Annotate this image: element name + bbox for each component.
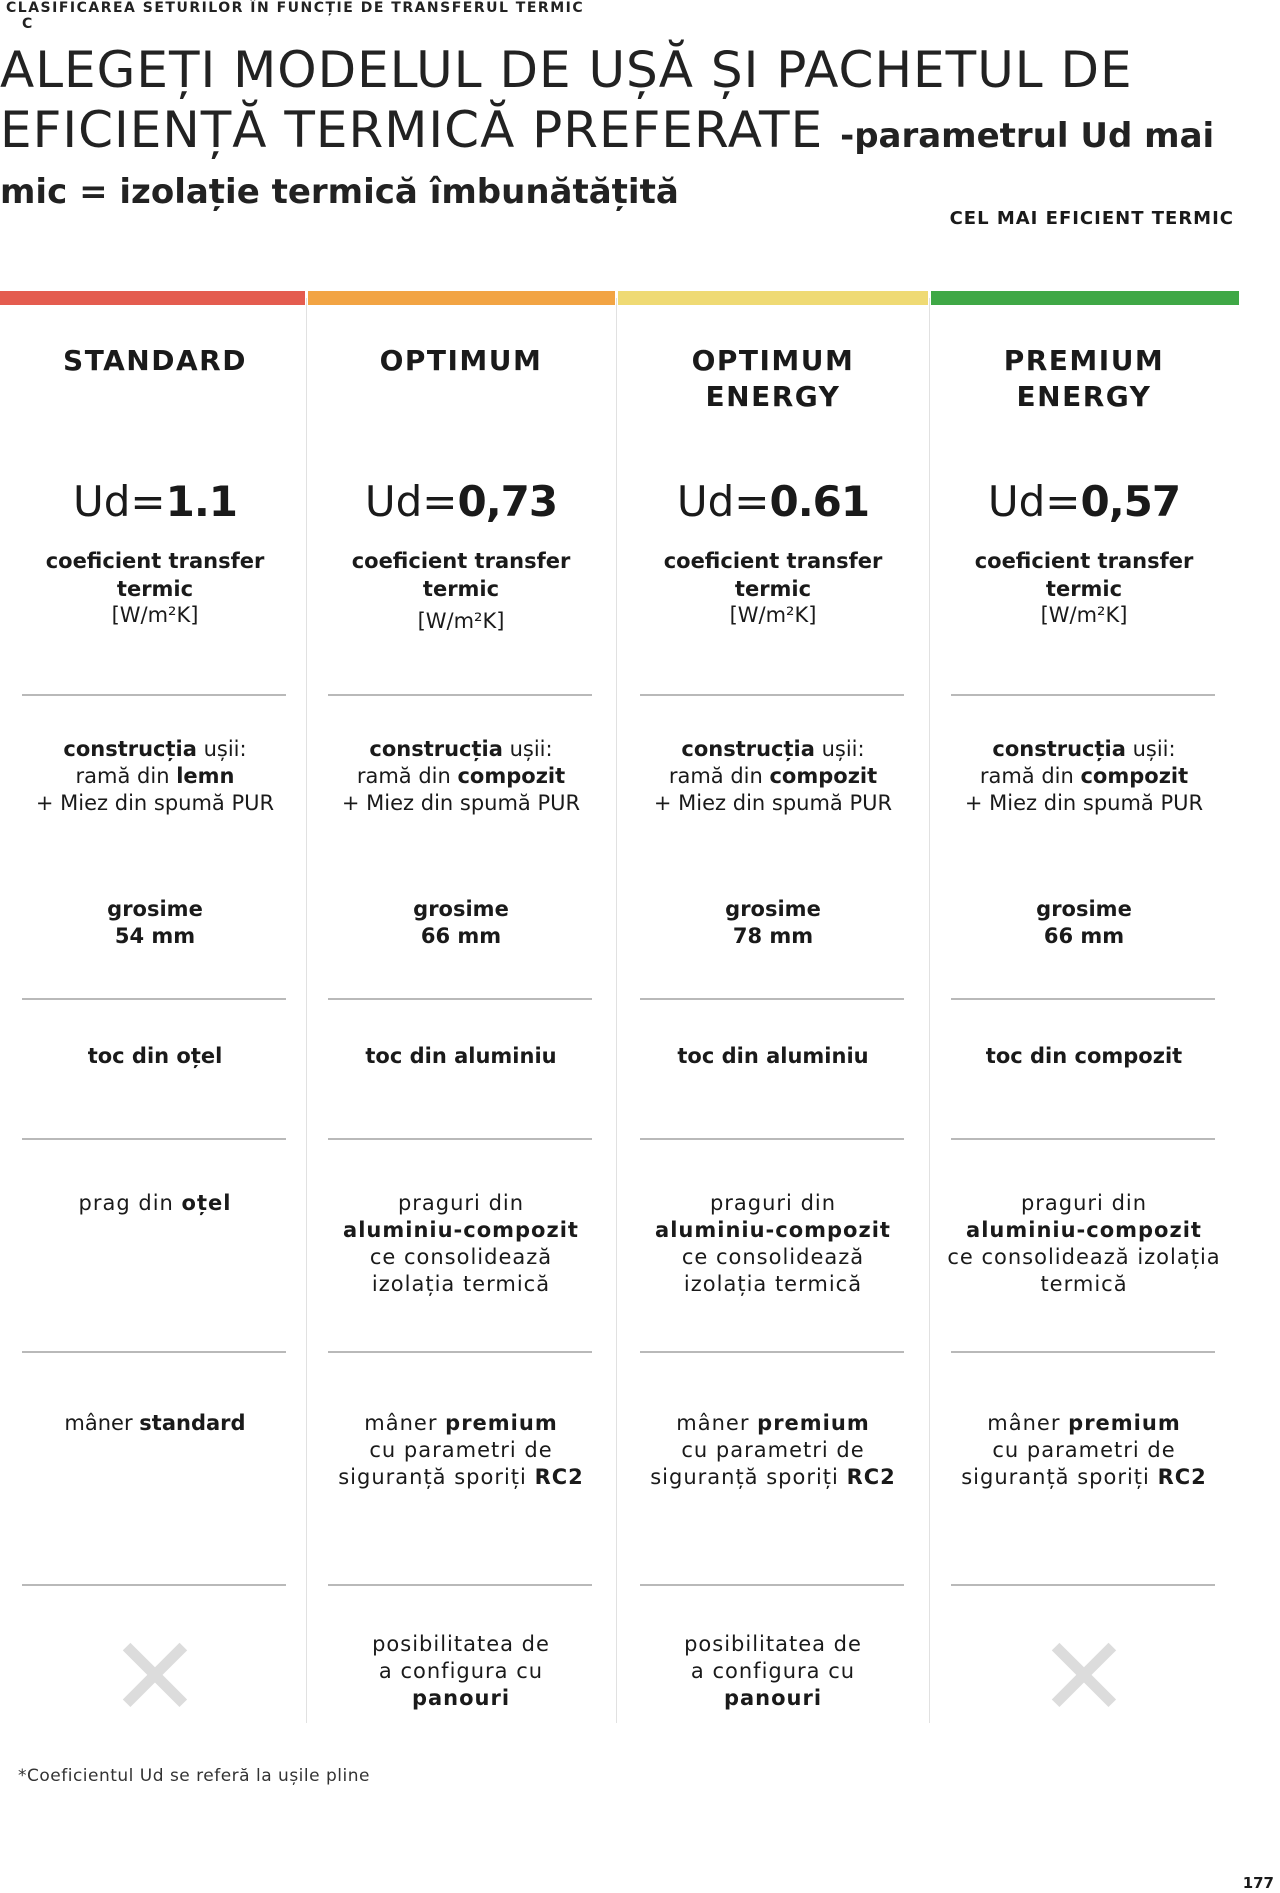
jamb-text: toc din compozit [985,1044,1183,1068]
frame-prefix: ramă din [356,764,458,788]
frame-material: compozit [457,764,566,788]
row-divider [951,1138,1215,1140]
package-title [929,343,1239,415]
threshold-material: aluminiu-compozit [343,1218,579,1242]
thickness-cell [306,896,616,950]
footnote: *Coeficientul Ud se referă la ușile pline [18,1766,370,1786]
package-title-line2: ENERGY [705,380,841,413]
jamb-text: toc din aluminiu [677,1044,869,1068]
package-title-line2: ENERGY [1016,380,1152,413]
threshold-material: oțel [181,1191,232,1215]
panels-line2: a configura cu [690,1659,856,1683]
construction-cell [306,736,616,817]
unit-label: [W/m²K] [417,609,505,633]
coef-line1: coeficient transfer [974,549,1194,573]
panels-line1: posibilitatea de [372,1632,550,1656]
row-divider [328,694,592,696]
ud-value [306,477,616,527]
thickness-value: 54 mm [114,924,196,948]
headline-line2: EFICIENȚĂ TERMICĂ PREFERATE [0,101,824,159]
handle-line3-prefix: siguranță sporiți [961,1465,1158,1489]
jamb-cell [306,1043,616,1070]
frame-material: lemn [176,764,235,788]
ud-prefix: Ud= [676,477,770,526]
ud-number: 0,57 [1080,477,1181,526]
jamb-text: toc din aluminiu [365,1044,557,1068]
coef-label [618,547,928,603]
column-divider [616,298,617,1723]
row-divider [640,694,904,696]
panels-cell [306,1631,616,1712]
construction-cell [618,736,928,817]
thickness-label: grosime [107,897,203,921]
coef-line1: coeficient transfer [663,549,883,573]
section-label-line2: C [22,16,34,32]
thickness-value: 66 mm [420,924,502,948]
panels-cell [618,1631,928,1712]
handle-cell [929,1410,1239,1491]
headline-line1: ALEGEȚI MODELUL DE UȘĂ ȘI PACHETUL DE [0,41,1133,99]
panels-line2: a configura cu [378,1659,544,1683]
color-bar-premium-energy [931,291,1239,305]
handle-line3-bold: RC2 [534,1465,584,1489]
threshold-cell [0,1190,310,1217]
coef-label [0,547,310,603]
handle-line3-bold: RC2 [846,1465,896,1489]
coef-line1: coeficient transfer [45,549,265,573]
core-material: + Miez din spumă PUR [653,791,893,815]
construction-label-rest: ușii: [814,737,865,761]
row-divider [951,998,1215,1000]
handle-prefix: mâner [676,1411,758,1435]
ud-prefix: Ud= [987,477,1081,526]
package-title-line1: PREMIUM [1003,344,1165,377]
handle-cell [306,1410,616,1491]
x-icon: ✕ [1037,1613,1131,1741]
threshold-cell [618,1190,928,1298]
construction-label: construcția [369,737,503,761]
handle-cell [618,1410,928,1491]
handle-prefix: mâner [987,1411,1069,1435]
threshold-cell [929,1190,1239,1298]
row-divider [328,1584,592,1586]
page-number: 177 [1242,1874,1274,1892]
ud-number: 1.1 [165,477,237,526]
coef-label [306,547,616,603]
row-divider [951,1351,1215,1353]
threshold-rest-line2: izolația termică [683,1272,863,1296]
jamb-cell [929,1043,1239,1070]
color-bar-optimum [308,291,615,305]
thickness-cell [0,896,310,950]
handle-prefix: mâner [364,1411,446,1435]
row-divider [22,1584,286,1586]
frame-prefix: ramă din [668,764,770,788]
threshold-rest-line2: izolația termică [371,1272,551,1296]
page-headline [0,40,1240,218]
construction-label: construcția [63,737,197,761]
threshold-prefix: praguri din [397,1191,525,1215]
handle-prefix: mâner [64,1411,140,1435]
threshold-rest-line1: ce consolidează [681,1245,865,1269]
construction-label-rest: ușii: [502,737,553,761]
jamb-cell [618,1043,928,1070]
thickness-cell [929,896,1239,950]
construction-label-rest: ușii: [1125,737,1176,761]
row-divider [328,1351,592,1353]
construction-label-rest: ușii: [196,737,247,761]
handle-line2: cu parametri de [681,1438,865,1462]
coef-line2: termic [1045,577,1123,601]
jamb-text: toc din oțel [87,1044,223,1068]
handle-type: standard [139,1411,246,1435]
package-title [618,343,928,415]
construction-label: construcția [681,737,815,761]
section-label [6,0,584,32]
threshold-material: aluminiu-compozit [966,1218,1202,1242]
handle-line2: cu parametri de [369,1438,553,1462]
frame-prefix: ramă din [75,764,177,788]
package-title [306,343,616,379]
coef-label [929,547,1239,603]
threshold-prefix: prag din [78,1191,182,1215]
unit-label: [W/m²K] [111,603,199,627]
construction-cell [0,736,310,817]
threshold-rest-line1: ce consolidează [369,1245,553,1269]
core-material: + Miez din spumă PUR [35,791,275,815]
headline-bold-part2: mic = izolație termică îmbunătățită [0,172,679,212]
frame-material: compozit [769,764,878,788]
thickness-value: 66 mm [1043,924,1125,948]
coef-line2: termic [422,577,500,601]
package-title-line1: OPTIMUM [691,344,855,377]
package-title [0,343,310,379]
handle-type: premium [1068,1411,1181,1435]
threshold-cell [306,1190,616,1298]
thickness-label: grosime [725,897,821,921]
x-icon: ✕ [108,1613,202,1741]
package-title-line1: STANDARD [63,344,247,377]
row-divider [951,694,1215,696]
ud-value [0,477,310,527]
ud-prefix: Ud= [73,477,166,526]
ud-prefix: Ud= [364,477,458,526]
core-material: + Miez din spumă PUR [964,791,1204,815]
handle-type: premium [445,1411,558,1435]
panels-line1: posibilitatea de [684,1632,862,1656]
threshold-material: aluminiu-compozit [655,1218,891,1242]
jamb-cell [0,1043,310,1070]
row-divider [328,998,592,1000]
construction-cell [929,736,1239,817]
row-divider [22,1351,286,1353]
coef-line2: termic [734,577,812,601]
coef-line2: termic [116,577,194,601]
unit-label: [W/m²K] [1040,603,1128,627]
row-divider [640,1138,904,1140]
row-divider [640,1584,904,1586]
handle-line3-prefix: siguranță sporiți [338,1465,535,1489]
thickness-label: grosime [1036,897,1132,921]
ud-number: 0,73 [457,477,558,526]
construction-label: construcția [992,737,1126,761]
handle-line3-prefix: siguranță sporiți [650,1465,847,1489]
row-divider [640,998,904,1000]
ud-number: 0.61 [769,477,870,526]
thickness-label: grosime [413,897,509,921]
row-divider [22,1138,286,1140]
handle-cell [0,1410,310,1437]
section-label-line1: CLASIFICAREA SETURILOR ÎN FUNCȚIE DE TRANSFERUL TERMIC [6,0,585,16]
thickness-cell [618,896,928,950]
threshold-rest-line2: termică [1040,1272,1128,1296]
handle-line2: cu parametri de [992,1438,1176,1462]
ud-value [929,477,1239,527]
threshold-prefix: praguri din [709,1191,837,1215]
panels-bold: panouri [723,1686,823,1710]
coef-line1: coeficient transfer [351,549,571,573]
threshold-rest-line1: ce consolidează izolația [947,1245,1221,1269]
core-material: + Miez din spumă PUR [341,791,581,815]
color-bar-standard [0,291,305,305]
row-divider [328,1138,592,1140]
row-divider [640,1351,904,1353]
frame-material: compozit [1080,764,1189,788]
unit-label: [W/m²K] [729,603,817,627]
thickness-value: 78 mm [732,924,814,948]
row-divider [951,1584,1215,1586]
efficient-label: CEL MAI EFICIENT TERMIC [949,208,1234,229]
ud-value [618,477,928,527]
handle-type: premium [757,1411,870,1435]
handle-line3-bold: RC2 [1157,1465,1207,1489]
row-divider [22,998,286,1000]
package-title-line1: OPTIMUM [379,344,543,377]
threshold-prefix: praguri din [1020,1191,1148,1215]
color-bar-optimum-energy [618,291,928,305]
panels-bold: panouri [411,1686,511,1710]
row-divider [22,694,286,696]
frame-prefix: ramă din [979,764,1081,788]
headline-bold-part1: -parametrul Ud mai [840,116,1215,156]
